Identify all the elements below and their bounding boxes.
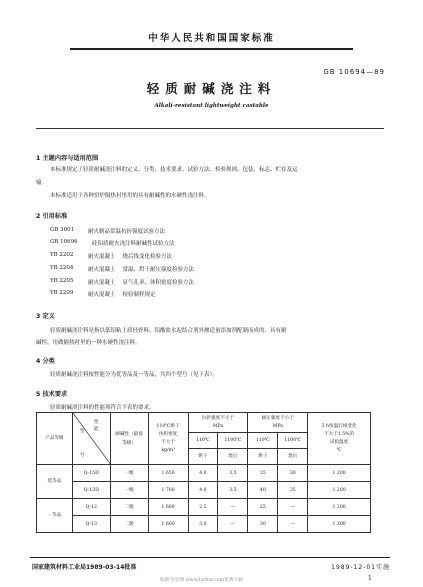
flex-110-cell: 3.0 [188, 516, 218, 533]
table-row [37, 465, 371, 482]
temp-cell: 1 200 [308, 482, 371, 499]
flexural-unit: MPa [212, 423, 224, 429]
linear-change-unit: ℃ [336, 447, 342, 453]
footer-rule [30, 557, 390, 558]
ref-code: YB 2204 [50, 265, 74, 271]
header-linear-change [308, 413, 371, 465]
subheader-flex-1100-fired: 烧后 [218, 449, 248, 465]
flexural-label: 抗折强度不小于 [201, 415, 235, 421]
subheader-comp-1100-fired: 烧后 [278, 449, 308, 465]
ref-code: GB 10696 [50, 239, 78, 245]
density-label-2: 体积密度 [158, 431, 178, 437]
spec-table [36, 412, 371, 533]
section-1-paragraph-1-line-1: 本标准规定了轻质耐碱浇注料的定义、分类、技术要求、试验方法、检验规则、包装、标志、贮存及运 [50, 167, 298, 173]
subheader-flex-1100: 1100℃ [218, 433, 248, 449]
diagonal-label-model-1: 型 [79, 429, 85, 434]
ref-title: 耐火混凝土 烧后线变化检验方法 [88, 254, 172, 260]
density-unit: kg/m³ [161, 447, 175, 453]
comp-1100-cell: — [278, 499, 308, 516]
density-label-3: 不大于 [161, 439, 175, 445]
section-5-heading: 5 技术要求 [36, 391, 68, 398]
page-number: 1 [368, 575, 372, 582]
flex-110-cell: 4.0 [188, 465, 218, 482]
alkali-cell: 二级 [110, 516, 148, 533]
header-rule [70, 48, 353, 50]
subheader-comp-110-dried: 烘干 [248, 449, 278, 465]
alkali-resistance-label: 耐碱性（最低等级） [115, 431, 143, 446]
flex-110-cell: 2.5 [188, 499, 218, 516]
comp-110-cell: 30 [248, 516, 278, 533]
comp-110-cell: 25 [248, 499, 278, 516]
alkali-cell: 二级 [110, 499, 148, 516]
standard-number: GB 10694—89 [323, 68, 385, 76]
subheader-comp-1100: 1100℃ [278, 433, 308, 449]
model-cell: Q-13D [72, 482, 110, 499]
ref-title: 耐火混凝土 检验制样规定 [88, 292, 156, 298]
ref-title: 耐火混凝土 显气孔率、体积密度检验方法 [88, 280, 194, 286]
model-cell: Q-12 [72, 499, 110, 516]
density-cell: 1 650 [148, 465, 188, 482]
table-row [37, 482, 371, 499]
ref-title: 耐火制品常温抗折强度试验方法 [88, 229, 166, 235]
header-diagonal-cell [72, 413, 110, 465]
flex-1100-cell: — [218, 499, 248, 516]
title-rule [36, 128, 384, 129]
section-1-heading: 1 主题内容与适用范围 [36, 155, 99, 162]
ref-title: 耐火混凝土 常温、烘干耐压强度检验方法 [88, 267, 194, 273]
table-row [37, 516, 371, 533]
grade-cell: 优等品 [37, 465, 73, 499]
section-4-heading: 4 分类 [36, 358, 55, 365]
linear-change-label-2: 不大于1.5%的 [324, 431, 355, 437]
header-alkali-resistance [110, 413, 148, 465]
flex-1100-cell: 3.5 [218, 465, 248, 482]
national-standard-header: 中华人民共和国国家标准 [148, 33, 275, 44]
density-cell: 1 700 [148, 482, 188, 499]
section-2-heading: 2 引用标准 [36, 213, 68, 220]
comp-110-cell: 40 [248, 482, 278, 499]
ref-title: 硅铝质耐火浇注料耐碱性试验方法 [92, 241, 175, 247]
linear-change-label-3: 试验温度 [329, 439, 349, 445]
model-cell: Q-13 [72, 516, 110, 533]
diagonal-label-performance: 性能 [94, 420, 99, 432]
comp-1100-cell: 35 [278, 482, 308, 499]
temp-cell: 1 200 [308, 516, 371, 533]
comp-1100-cell: 30 [278, 465, 308, 482]
diagonal-label-model-2: 号 [79, 453, 85, 458]
header-grade: 产品等级 [37, 413, 73, 465]
section-3-line-1: 轻质耐碱浇注料是指以低铝粘土质轻骨料、铝酸盐水泥结合剂外掺适量添加剂配制而成的、具有耐 [50, 328, 287, 334]
table-row [37, 499, 371, 516]
temp-cell: 1 200 [308, 499, 371, 516]
compressive-unit: MPa [272, 423, 283, 429]
ref-code: YB 2209 [50, 290, 74, 296]
flex-110-cell: 4.0 [188, 482, 218, 499]
header-compressive-strength [248, 413, 308, 433]
section-5-text: 轻质耐碱浇注料的性能须符合下表的要求。 [50, 405, 155, 411]
alkali-cell: 一级 [110, 465, 148, 482]
density-cell: 1 600 [148, 499, 188, 516]
section-3-line-2: 碱性、用做隔热衬里的一种水硬性浇注料。 [36, 340, 141, 346]
subheader-flex-110-dried: 烘干 [188, 449, 218, 465]
flex-1100-cell: 3.5 [218, 482, 248, 499]
implementation-date: 1989-12-01实施 [331, 564, 390, 571]
section-4-text: 轻质耐碱浇注料按性能分为优等品及一等品，共四个型号（见下表）。 [50, 372, 218, 378]
linear-change-label-1: 3 h恒温后线变化 [321, 423, 357, 429]
grade-cell: 一等品 [37, 499, 73, 533]
density-cell: 1 600 [148, 516, 188, 533]
watermark-text: 标准分享网 www.bzfxw.com免费下载 [160, 578, 244, 583]
subheader-flex-110: 110℃ [188, 433, 218, 449]
flex-1100-cell: — [218, 516, 248, 533]
comp-110-cell: 35 [248, 465, 278, 482]
compressive-label: 耐压强度不小于 [261, 415, 294, 421]
ref-code: GB 3001 [50, 227, 75, 233]
comp-1100-cell: — [278, 516, 308, 533]
model-cell: Q-15D [72, 465, 110, 482]
section-3-heading: 3 定义 [36, 313, 55, 320]
header-bulk-density [148, 413, 188, 465]
standard-subtitle: Alkali-resistant lightweight castable [154, 103, 269, 109]
temp-cell: 1 200 [308, 465, 371, 482]
diagonal-line [73, 413, 111, 465]
section-1-paragraph-1-line-2: 输。 [36, 180, 48, 186]
standard-title: 轻质耐碱浇注料 [146, 81, 277, 96]
alkali-cell: 一级 [110, 482, 148, 499]
subheader-comp-110: 110℃ [248, 433, 278, 449]
approval-line: 国家建筑材料工业局1989-03-14批准 [32, 564, 137, 571]
section-1-paragraph-2: 本标准适用于各种窑炉隔热衬里用的具有耐碱性的水硬性浇注料。 [50, 193, 210, 199]
density-label-1: 110℃烘干 [156, 423, 180, 429]
ref-code: YB 2202 [50, 252, 74, 258]
ref-code: YB 2205 [50, 278, 74, 284]
header-flexural-strength [188, 413, 248, 433]
